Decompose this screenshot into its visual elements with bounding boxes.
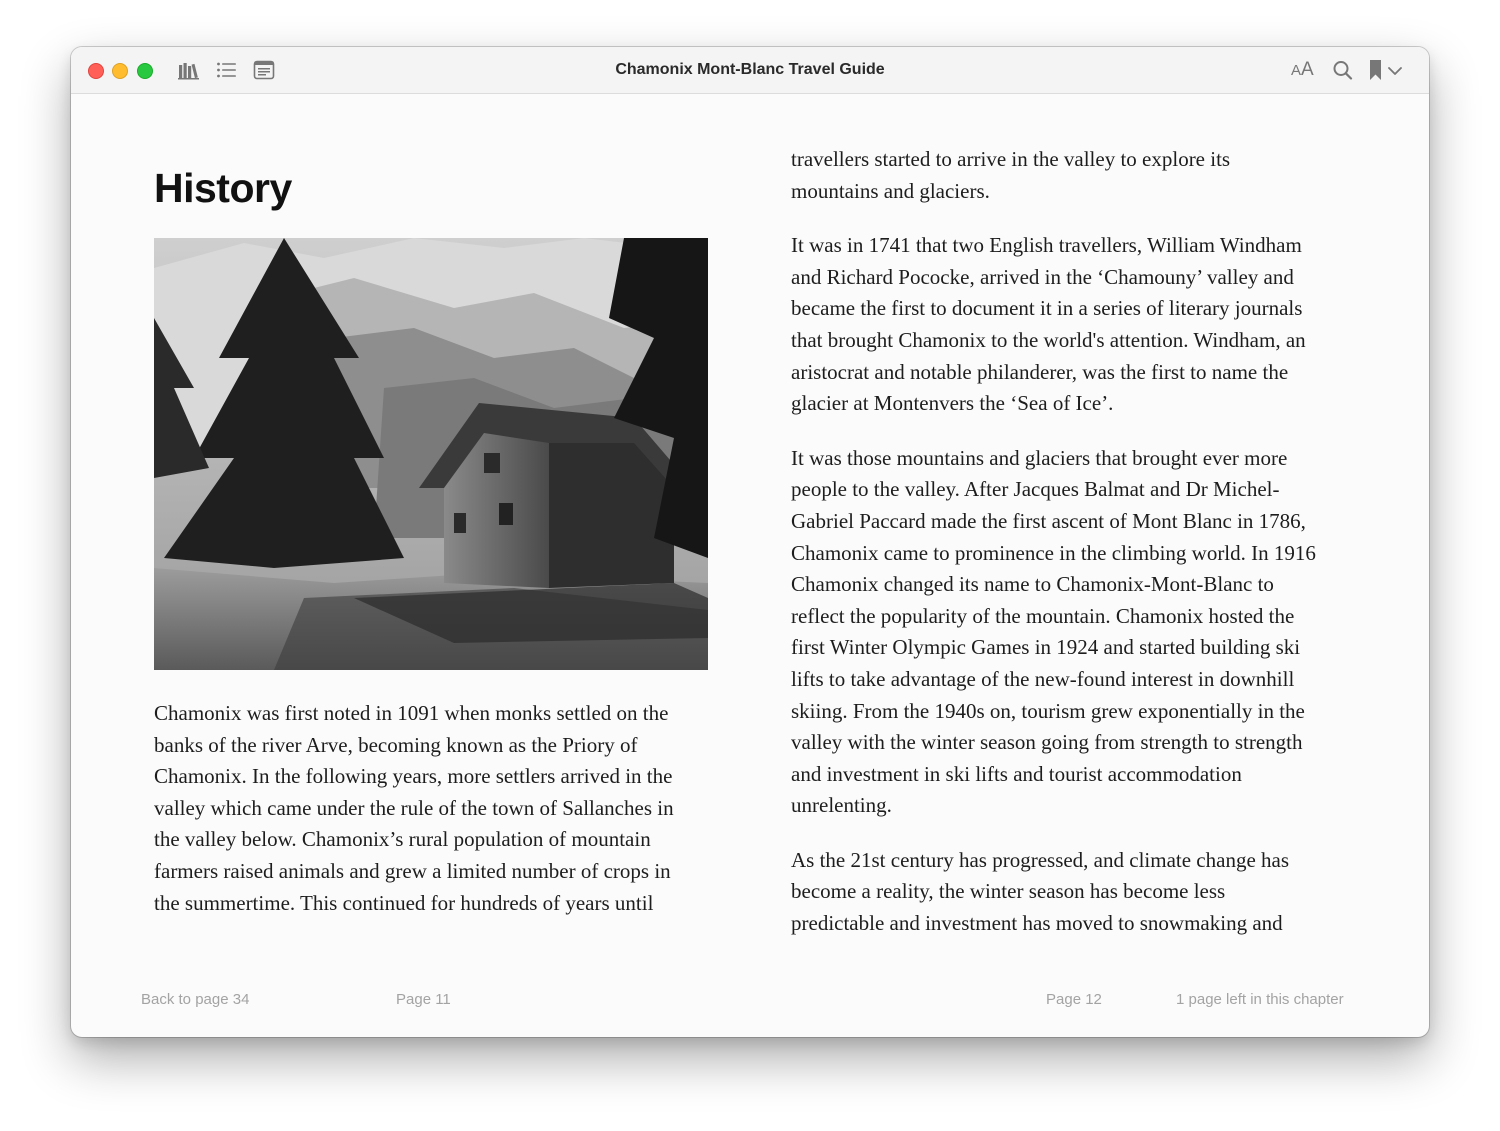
chapter-heading: History — [154, 165, 292, 211]
left-body-text — [154, 698, 729, 919]
left-page-number: Page 11 — [396, 991, 451, 1008]
chapter-pages-left: 1 page left in this chapter — [1176, 991, 1344, 1008]
text-line: valley with the winter season going from strength to strength — [791, 730, 1303, 755]
book-window — [71, 47, 1429, 1037]
text-line: Gabriel Paccard made the first ascent of Mont Blanc in 1786, — [791, 508, 1306, 533]
right-body-text — [791, 144, 1371, 963]
text-line: become a reality, the winter season has become less — [791, 879, 1226, 904]
text-line: aristocrat and notable philanderer, was the first to name the — [791, 359, 1289, 384]
text-line: travellers started to arrive in the valley to explore its — [791, 147, 1231, 171]
text-line: banks of the river Arve, becoming known as the Priory of — [154, 732, 638, 757]
text-line: the summertime. This continued for hundreds of years until — [154, 890, 654, 915]
text-line: people to the valley. After Jacques Balmat and Dr Michel- — [791, 477, 1280, 502]
text-line: and Richard Pococke, arrived in the ‘Chamouny’ valley and — [791, 264, 1294, 289]
font-settings-button[interactable] — [1291, 59, 1314, 81]
text-line: It was those mountains and glaciers that brought ever more — [791, 445, 1288, 470]
text-line: first Winter Olympic Games in 1924 and started building ski — [791, 635, 1301, 660]
paragraph — [791, 230, 1371, 420]
text-line: farmers raised animals and grew a limited number of crops in — [154, 858, 671, 883]
text-line: the valley below. Chamonix’s rural population of mountain — [154, 827, 651, 852]
text-line: unrelenting. — [791, 793, 892, 818]
chevron-down-icon[interactable] — [1386, 60, 1404, 80]
text-line: It was in 1741 that two English travellers, William Windham — [791, 233, 1302, 258]
back-to-page-link[interactable]: Back to page 34 — [141, 991, 250, 1008]
bookmark-icon[interactable] — [1365, 60, 1387, 80]
text-line: and investment in ski lifts and tourist accommodation — [791, 761, 1242, 786]
font-small-glyph: A — [1291, 62, 1302, 79]
text-line: Chamonix. In the following years, more settlers arrived in the — [154, 764, 673, 789]
text-line: Chamonix came to prominence in the climbing world. In 1916 — [791, 540, 1316, 565]
text-line: skiing. From the 1940s on, tourism grew exponentially in the — [791, 698, 1305, 723]
text-line: lifts to take advantage of the new-found interest in downhill — [791, 666, 1295, 691]
text-line: valley which came under the rule of the town of Sallanches in — [154, 795, 674, 820]
text-line: reflect the popularity of the mountain. Chamonix hosted the — [791, 603, 1295, 628]
text-line: predictable and investment has moved to snowmaking and — [791, 911, 1283, 936]
paragraph — [791, 443, 1371, 822]
text-line: glacier at Montenvers the ‘Sea of Ice’. — [791, 391, 1114, 416]
text-line: became the first to document it in a series of literary journals — [791, 296, 1303, 321]
title-bar — [71, 47, 1429, 94]
mountain-barn-photo — [154, 238, 708, 670]
font-large-glyph: A — [1301, 59, 1314, 80]
text-line: Chamonix changed its name to Chamonix-Mont-Blanc to — [791, 572, 1274, 597]
text-line: mountains and glaciers. — [791, 178, 990, 203]
paragraph — [791, 845, 1371, 940]
window-title: Chamonix Mont-Blanc Travel Guide — [615, 61, 885, 78]
text-line: that brought Chamonix to the world's attention. Windham, an — [791, 327, 1306, 352]
paragraph — [791, 144, 1371, 207]
search-icon[interactable] — [1332, 60, 1354, 80]
text-line: Chamonix was first noted in 1091 when monks settled on the — [154, 701, 669, 725]
text-line: As the 21st century has progressed, and climate change has — [791, 847, 1290, 872]
right-page-number: Page 12 — [1046, 991, 1102, 1008]
